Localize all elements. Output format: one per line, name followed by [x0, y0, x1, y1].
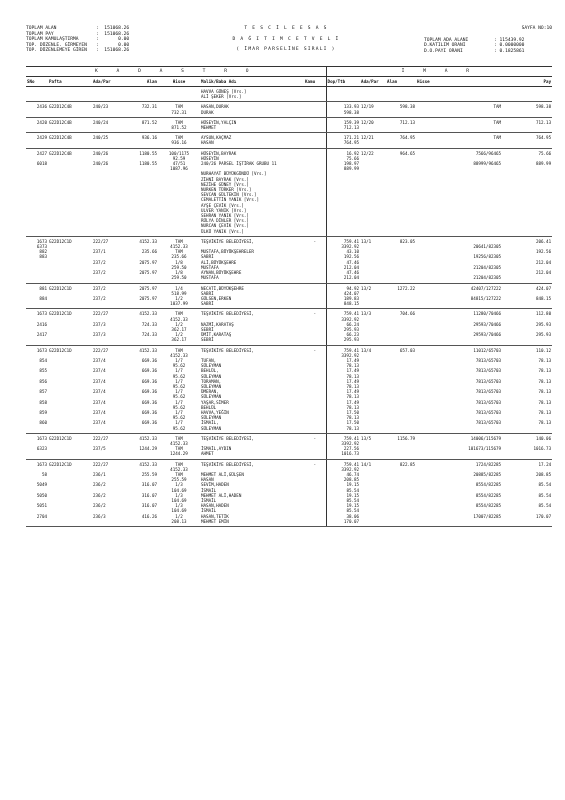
total-row-value: : 151068.26 — [96, 31, 130, 37]
imar-pay: 764.95 — [502, 133, 552, 148]
dop-ttb: 94.92 424.07 189.83 848.15 — [326, 283, 360, 309]
pafta: G22D12C1D — [48, 236, 92, 283]
kadastro-hisse — [158, 87, 200, 102]
section-kadastro: K A D A S T R O — [26, 67, 326, 77]
kadastro-ada-parsel: 222/27 237/3 237/3 — [92, 309, 126, 345]
document-page — [26, 26, 552, 527]
imar-ada-parsel: 14/1 — [360, 459, 386, 526]
pafta: G22D12C4B — [48, 133, 92, 148]
imar-pay: 424.07 848.15 — [502, 283, 552, 309]
header-sort-note: ( İMAR PARSELİNE SIRALI ) — [236, 47, 336, 53]
imar-hisse: TAM — [416, 102, 502, 117]
imar-ada-parsel: 12/20 — [360, 117, 386, 132]
column-header: Pay — [502, 77, 552, 87]
ratio-row-value: : 0.1825861 — [494, 48, 525, 54]
dop-ttb — [326, 87, 360, 102]
imar-ada-parsel — [360, 87, 386, 102]
ratio-row-label: D.O.PAYI ORANI — [424, 48, 463, 54]
header-title: T E S C İ L E E S A S — [244, 26, 328, 31]
table-row — [26, 283, 552, 309]
kadastro-alan: 871.52 — [126, 117, 158, 132]
table-row — [26, 433, 552, 459]
imar-hisse: 14006/115679 101673/115679 — [416, 433, 502, 459]
table-row — [26, 459, 552, 526]
owner-name: TEŞVİKİYE BELEDİYESİ, TUFAN, SÜLEYMAN BEHLÜL, SÜLEYMAN TORAMAN, SÜLEYMAN ÜMERAN, SÜLEYMAN YAŞAR,SİMER BEHLÜL HAVVA,YEĞİN SÜLEYMAN İSMAİL, SÜLEYMAN — [200, 345, 304, 433]
pafta: G22D12C4B — [48, 117, 92, 132]
ratio-row-label: D.KATILIM ORANI — [424, 43, 466, 49]
pafta — [48, 87, 92, 102]
kadastro-alan: 4152.33 724.33 724.33 — [126, 309, 158, 345]
dop-ttb: 759.41 3392.92 46.74 208.85 19.15 85.54 19.15 85.54 19.15 85.54 38.06 170.07 — [326, 459, 360, 526]
total-row — [26, 48, 129, 54]
imar-hisse: TAM — [416, 133, 502, 148]
imar-pay: 110.12 78.13 78.13 78.13 78.13 78.13 78.13 78.13 — [502, 345, 552, 433]
imar-alan — [386, 87, 416, 102]
imar-pay: 17.24 208.85 85.54 85.54 85.54 170.07 — [502, 459, 552, 526]
table-row — [26, 102, 552, 117]
kamu: - — [304, 345, 326, 433]
imar-hisse: 1724/82285 20885/82285 8554/82285 8554/82285 8554/82285 17007/82285 — [416, 459, 502, 526]
owner-name: HAVVA GÜNEŞ [Vrs.] ALİ ŞEKER [Vrs.] — [200, 87, 304, 102]
pafta: G22D12C4B — [48, 148, 92, 236]
kamu: - — [304, 459, 326, 526]
ratio-row-label: TOPLAM ADA ALANI — [424, 37, 469, 43]
total-row-value: : 0.00 — [96, 42, 130, 48]
imar-alan: 712.13 — [386, 117, 416, 132]
table-row — [26, 133, 552, 148]
column-header: Pafta — [48, 77, 92, 87]
kadastro-sno: 1673 854 855 856 857 858 859 860 — [26, 345, 48, 433]
total-row-label: TOPLAM PAY — [26, 31, 54, 37]
imar-alan: 704.66 — [386, 309, 416, 345]
table-row — [26, 309, 552, 345]
kadastro-hisse: TAM 732.31 — [158, 102, 200, 117]
kadastro-sno: 881 884 — [26, 283, 48, 309]
kadastro-ada-parsel: 240/23 — [92, 102, 126, 117]
pafta: G22D12C1D — [48, 309, 92, 345]
page-number: SAYFA NO:10 — [521, 26, 552, 31]
imar-alan: 657.03 — [386, 345, 416, 433]
imar-ada-parsel: 13/5 — [360, 433, 386, 459]
kadastro-hisse: TAM 4152.33 TAM 235.66 1/8 259.50 1/8 259.50 — [158, 236, 200, 283]
kadastro-ada-parsel: 240/26 240/26 — [92, 148, 126, 236]
header-subtitle: D A Ğ I T I M C E T V E L İ — [232, 36, 340, 42]
imar-pay: 206.41 192.56 212.04 212.04 — [502, 236, 552, 283]
imar-hisse: 20641/82305 19256/82305 21204/82305 21204/82305 — [416, 236, 502, 283]
kamu — [304, 283, 326, 309]
imar-alan: 598.38 — [386, 102, 416, 117]
column-header: Ada/Par — [360, 77, 386, 87]
dop-ttb: 159.39 712.13 — [326, 117, 360, 132]
owner-name: HÜSEYİN,YALÇIN MEHMET — [200, 117, 304, 132]
ratio-row-value: : 115439.92 — [494, 37, 525, 43]
section-imar: İ M A R — [326, 67, 552, 77]
kadastro-alan: 4152.33 255.59 316.07 316.07 316.07 416.26 — [126, 459, 158, 526]
pafta: G22D12C1D — [48, 433, 92, 459]
kadastro-hisse: TAM 936.16 — [158, 133, 200, 148]
imar-ada-parsel: 12/21 — [360, 133, 386, 148]
owner-name: AYSUN,KAÇMAZ HASAN — [200, 133, 304, 148]
owner-name: TEŞVİKİYE BELEDİYESİ, MUSTAFA,BÜYÜKŞEHRELER SABRİ ALİ,BÜYÜKŞEHRE MUSTAFA AYNAN,BÜYÜKŞEHRE MUSTAFA — [200, 236, 304, 283]
total-row-label: TOPLAM ALAN — [26, 26, 57, 31]
dop-ttb: 759.41 3392.92 43.10 192.56 47.46 212.04 47.46 212.04 — [326, 236, 360, 283]
dop-ttb: 759.41 3392.92 227.56 1016.73 — [326, 433, 360, 459]
kamu — [304, 102, 326, 117]
kadastro-ada-parsel: 240/24 — [92, 117, 126, 132]
owner-name: TEŞVİKİYE BELEDİYESİ, MEHMET ALİ,GÜLŞEN HASAN SEVİM,HADEN İSMAİL MEHMET ALİ,HADEN İSMAİL HASAN,HADEN İSMAİL HASAN,TETİK MEHMET EMİN — [200, 459, 304, 526]
imar-ada-parsel: 13/2 — [360, 283, 386, 309]
total-row-label: TOPLAM KAMULAŞTIRMA — [26, 37, 79, 43]
kadastro-sno: 1673 6373 882 883 — [26, 236, 48, 283]
pafta: G22D12C1D — [48, 459, 92, 526]
pafta: G22D12C1D — [48, 345, 92, 433]
kadastro-sno: 2429 — [26, 133, 48, 148]
kadastro-ada-parsel: 222/27 237/4 237/4 237/4 237/4 237/4 237/4 237/4 — [92, 345, 126, 433]
kamu: - — [304, 309, 326, 345]
kamu: - — [304, 236, 326, 283]
imar-ada-parsel: 12/19 — [360, 102, 386, 117]
dop-ttb: 759.41 3392.92 66.24 295.93 66.23 295.93 — [326, 309, 360, 345]
table-row — [26, 87, 552, 102]
imar-alan: 964.65 — [386, 148, 416, 236]
kadastro-sno: 1673 58 5049 5050 5051 2704 — [26, 459, 48, 526]
column-header: Ada/Par — [92, 77, 126, 87]
kadastro-hisse: TAM 4152.33 TAM 255.59 1/3 104.69 1/3 104.69 1/3 104.69 1/2 208.13 — [158, 459, 200, 526]
kadastro-alan: 4152.33 1244.29 — [126, 433, 158, 459]
dop-ttb: 133.93 598.38 — [326, 102, 360, 117]
column-header: Malik/Baba Adı — [200, 77, 304, 87]
distribution-table — [26, 66, 552, 527]
imar-hisse: 11280/70466 29593/70466 29593/70466 — [416, 309, 502, 345]
pafta: G22D12C4B — [48, 102, 92, 117]
imar-hisse: 42407/127222 84815/127222 — [416, 283, 502, 309]
column-header: SNo — [26, 77, 48, 87]
imar-pay — [502, 87, 552, 102]
total-row-value: : 0.00 — [96, 37, 130, 43]
column-header: Hisse — [158, 77, 200, 87]
kadastro-alan: 4152.33 669.36 669.36 669.36 669.36 669.36 669.36 669.36 — [126, 345, 158, 433]
ratio-row — [424, 49, 552, 55]
column-header: Hisse — [416, 77, 502, 87]
kadastro-ada-parsel: 237/2 237/2 — [92, 283, 126, 309]
kadastro-alan: 2075.97 2075.97 — [126, 283, 158, 309]
kadastro-hisse: TAM 4152.33 1/7 95.62 1/7 95.62 1/7 95.62 1/7 95.62 1/7 95.62 1/7 95.62 1/7 95.62 — [158, 345, 200, 433]
kadastro-hisse: 100/1175 92.59 47/51 1087.96 — [158, 148, 200, 236]
imar-alan: 822.85 — [386, 459, 416, 526]
kadastro-hisse: TAM 871.52 — [158, 117, 200, 132]
imar-alan: 1272.22 — [386, 283, 416, 309]
owner-name: TEŞVİKİYE BELEDİYESİ, NAZMİ,KARATAŞ SEBRİ ÜMİT,KARATAŞ SEBRİ — [200, 309, 304, 345]
kadastro-alan: 1180.55 1180.55 — [126, 148, 158, 236]
column-header: Dop/Ttb — [326, 77, 360, 87]
column-header: Kamu — [304, 77, 326, 87]
imar-pay: 712.13 — [502, 117, 552, 132]
kadastro-sno: 1673 2416 2417 — [26, 309, 48, 345]
column-header: Alan — [386, 77, 416, 87]
total-row-label: TOP. DÜZENLEMEYE GİREN — [26, 48, 87, 54]
kadastro-sno — [26, 87, 48, 102]
total-row-value: : 151068.26 — [96, 26, 130, 31]
header-ratios — [424, 26, 552, 54]
kadastro-sno: 2427 6018 — [26, 148, 48, 236]
section-bar — [26, 67, 552, 77]
header-totals — [26, 26, 129, 54]
column-header-row — [26, 77, 552, 87]
table-row — [26, 236, 552, 283]
imar-alan: 764.95 — [386, 133, 416, 148]
imar-pay: 598.38 — [502, 102, 552, 117]
imar-pay: 112.80 295.93 295.93 — [502, 309, 552, 345]
kadastro-ada-parsel: 222/27 237/5 — [92, 433, 126, 459]
owner-name: HÜSEYİN,BAYRAK HÜSEYİN 240/26 PARSEL İŞTİRAK GRUBU 11 NURHAYAT BÜYÜKGÜNDÜ [Vrs.] ZİHNİ BAYRAK [Vrs.] NEZİHE GÜNEY [Vrs.] NURKEN TÜRKER [Vrs.] SEVCAN GÜLTEKİN [Vrs.] CEMALETTİN YANIK [Vrs.] AYŞE ÇEVİK [Vrs.] ULVER YANIK [Vrs.] SEHRAN YANIK [Vrs.] RÜLYA DİNLER [Vrs.] NURCAN ÇEVİK [Vrs.] ÜLKÜ YANIK [Vrs.] — [200, 148, 304, 236]
table-row — [26, 117, 552, 132]
kadastro-ada-parsel: 240/25 — [92, 133, 126, 148]
kamu — [304, 117, 326, 132]
imar-pay: 75.66 889.99 — [502, 148, 552, 236]
kamu — [304, 87, 326, 102]
imar-alan: 823.05 — [386, 236, 416, 283]
imar-hisse: TAM — [416, 117, 502, 132]
kadastro-alan: 4152.33 235.66 2075.97 2075.97 — [126, 236, 158, 283]
imar-ada-parsel: 12/22 — [360, 148, 386, 236]
header-title-block — [176, 26, 396, 58]
column-header: Alan — [126, 77, 158, 87]
imar-ada-parsel: 13/4 — [360, 345, 386, 433]
owner-name: TEŞVİKİYE BELEDİYESİ, İSMAİL,AYDIN AHMET — [200, 433, 304, 459]
dop-ttb: 16.92 75.66 198.97 889.99 — [326, 148, 360, 236]
kadastro-ada-parsel: 222/27 237/1 237/2 237/2 — [92, 236, 126, 283]
kamu — [304, 148, 326, 236]
imar-hisse: 7566/96465 88999/96465 — [416, 148, 502, 236]
total-row-value: : 151068.26 — [96, 48, 130, 54]
kadastro-alan: 732.31 — [126, 102, 158, 117]
dop-ttb: 759.41 3392.92 17.49 78.13 17.49 78.13 17.49 78.13 17.49 78.13 17.49 78.13 17.50 78.13 17.50 78.13 — [326, 345, 360, 433]
kadastro-hisse: 1/4 518.99 1/2 1037.99 — [158, 283, 200, 309]
kamu: - — [304, 433, 326, 459]
imar-alan: 1156.79 — [386, 433, 416, 459]
kadastro-alan: 936.16 — [126, 133, 158, 148]
kadastro-ada-parsel — [92, 87, 126, 102]
imar-hisse: 11012/65703 7813/65703 7813/65703 7813/65703 7813/65703 7813/65703 7813/65703 7813/65703 — [416, 345, 502, 433]
imar-pay: 140.06 1016.73 — [502, 433, 552, 459]
document-header — [26, 26, 552, 66]
kadastro-hisse: TAM 4152.33 TAM 1244.29 — [158, 433, 200, 459]
imar-ada-parsel: 13/3 — [360, 309, 386, 345]
owner-name: HASAN,DURAK DURAK — [200, 102, 304, 117]
kadastro-ada-parsel: 222/27 236/1 236/2 236/2 236/2 236/3 — [92, 459, 126, 526]
ratio-row-value: : 0.0000000 — [494, 43, 525, 49]
kadastro-alan — [126, 87, 158, 102]
kadastro-sno: 2436 — [26, 102, 48, 117]
kadastro-sno: 1673 6323 — [26, 433, 48, 459]
imar-hisse — [416, 87, 502, 102]
table-row — [26, 345, 552, 433]
imar-ada-parsel: 13/1 — [360, 236, 386, 283]
kadastro-hisse: TAM 4152.33 1/2 362.17 1/2 362.17 — [158, 309, 200, 345]
owner-name: NECATİ,BÜYÜKŞEHRE SABRİ GÜLSEN,ERKEN SABRİ — [200, 283, 304, 309]
dop-ttb: 171.21 764.95 — [326, 133, 360, 148]
total-row-label: TOP. DÜZENLE. GİRMEYEN — [26, 42, 87, 48]
table-row — [26, 148, 552, 236]
kamu — [304, 133, 326, 148]
kadastro-sno: 2420 — [26, 117, 48, 132]
pafta: G22D12C1D — [48, 283, 92, 309]
